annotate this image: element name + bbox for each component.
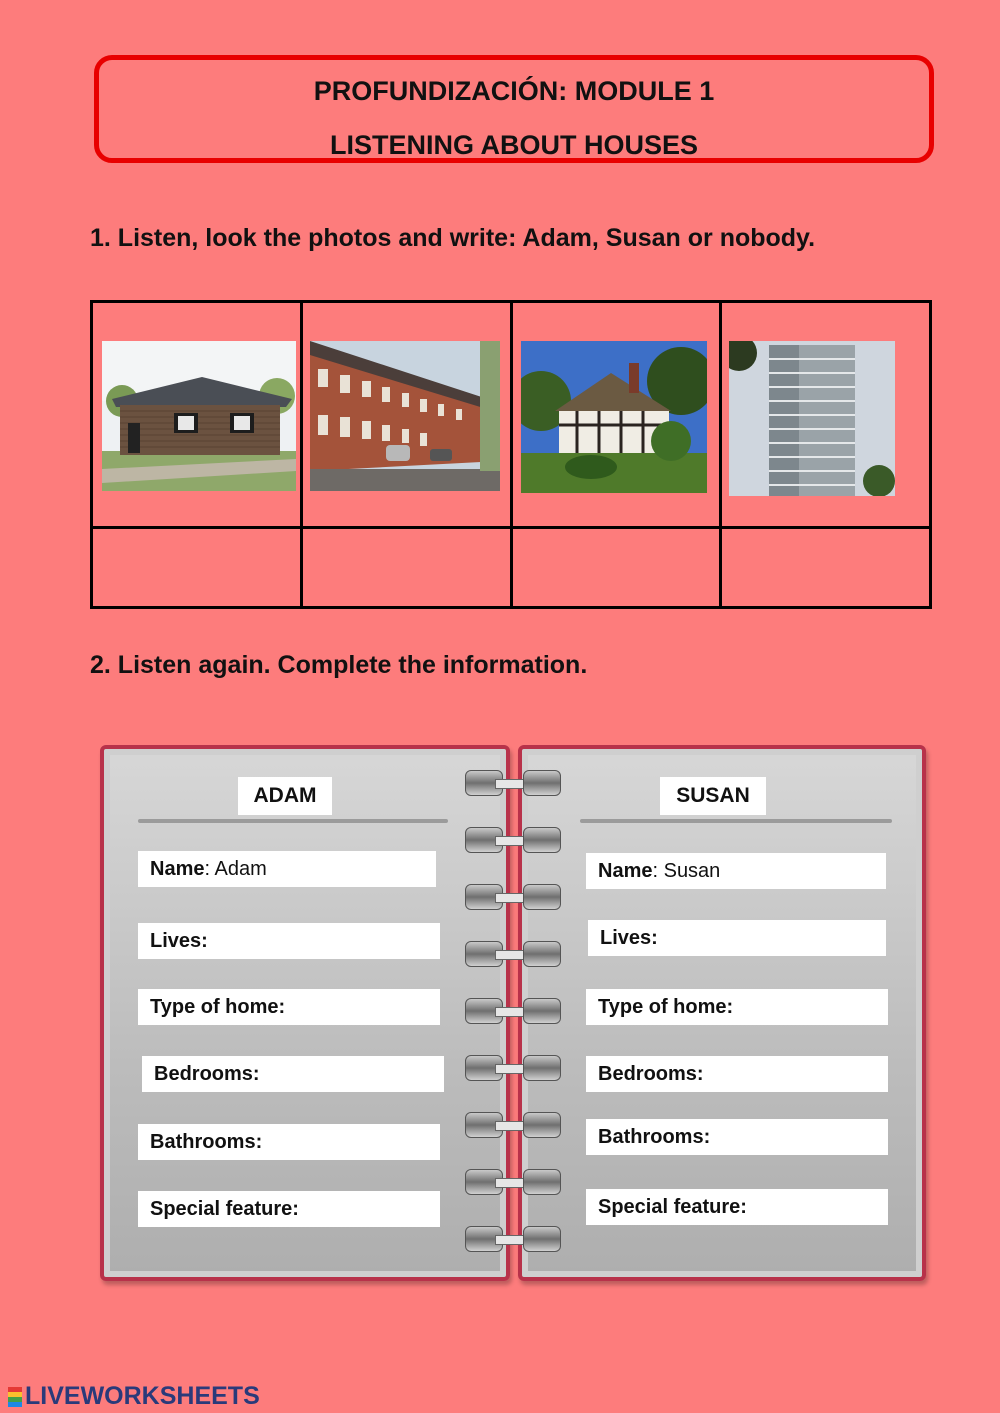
liveworksheets-icon xyxy=(8,1387,22,1407)
title-box xyxy=(94,55,934,163)
divider xyxy=(138,819,448,823)
susan-special-feature-field[interactable]: Special feature: xyxy=(586,1189,888,1225)
adam-special-feature-field[interactable]: Special feature: xyxy=(138,1191,440,1227)
adam-bedrooms-field[interactable]: Bedrooms: xyxy=(142,1056,444,1092)
tower-block-photo xyxy=(729,341,895,496)
notebook-page-adam xyxy=(100,745,510,1281)
ring-icon xyxy=(465,1112,561,1138)
adam-heading: ADAM xyxy=(238,777,332,815)
photo-cell-1 xyxy=(92,302,302,528)
photo-cell-3 xyxy=(511,302,721,528)
terraced-houses-photo xyxy=(310,341,500,491)
ring-icon xyxy=(465,827,561,853)
ring-icon xyxy=(465,770,561,796)
susan-bedrooms-field[interactable]: Bedrooms: xyxy=(586,1056,888,1092)
divider xyxy=(580,819,892,823)
liveworksheets-logo[interactable]: LIVEWORKSHEETS xyxy=(8,1382,260,1411)
susan-bathrooms-field[interactable]: Bathrooms: xyxy=(586,1119,888,1155)
answer-cell-1[interactable] xyxy=(92,528,302,608)
susan-name-field[interactable]: Name: Susan xyxy=(586,853,886,889)
adam-name-field[interactable]: Name: Adam xyxy=(138,851,436,887)
exercise1-instruction: 1. Listen, look the photos and write: Adam, Susan or nobody. xyxy=(90,224,816,252)
susan-heading: SUSAN xyxy=(660,777,766,815)
notebook-page-susan xyxy=(518,745,926,1281)
photo-cell-4 xyxy=(721,302,931,528)
photo-table xyxy=(90,300,932,609)
bungalow-photo xyxy=(102,341,296,491)
photo-cell-2 xyxy=(301,302,511,528)
cottage-photo xyxy=(521,341,707,493)
answer-cell-2[interactable] xyxy=(301,528,511,608)
ring-icon xyxy=(465,998,561,1024)
ring-icon xyxy=(465,1226,561,1252)
adam-lives-field[interactable]: Lives: xyxy=(138,923,440,959)
adam-bathrooms-field[interactable]: Bathrooms: xyxy=(138,1124,440,1160)
susan-lives-field[interactable]: Lives: xyxy=(588,920,886,956)
ring-icon xyxy=(465,1169,561,1195)
ring-icon xyxy=(465,941,561,967)
exercise2-instruction: 2. Listen again. Complete the information. xyxy=(90,651,588,679)
module-title: PROFUNDIZACIÓN: MODULE 1 xyxy=(313,76,715,106)
notebook xyxy=(100,745,926,1281)
answer-cell-3[interactable] xyxy=(511,528,721,608)
listening-title: LISTENING ABOUT HOUSES xyxy=(329,130,699,160)
susan-type-of-home-field[interactable]: Type of home: xyxy=(586,989,888,1025)
ring-icon xyxy=(465,884,561,910)
answer-cell-4[interactable] xyxy=(721,528,931,608)
ring-icon xyxy=(465,1055,561,1081)
adam-type-of-home-field[interactable]: Type of home: xyxy=(138,989,440,1025)
